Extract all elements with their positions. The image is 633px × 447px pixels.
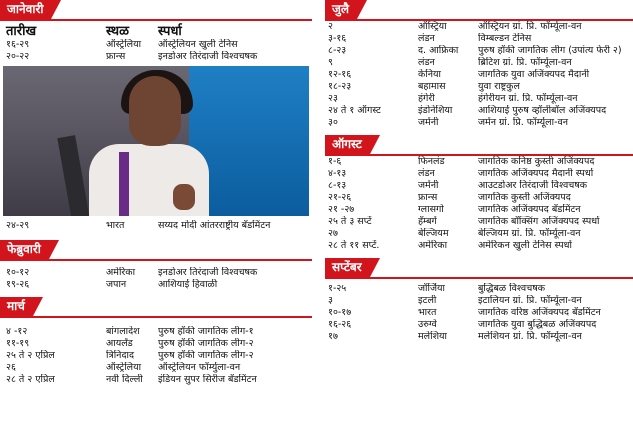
schedule-row <box>325 204 633 216</box>
month-title: सप्टेंबर <box>325 258 370 277</box>
schedule-row <box>325 69 633 81</box>
month-title: फेब्रुवारी <box>0 240 49 259</box>
row-event: बेल्जियम ग्रां. प्रि. फॉर्म्यूला-वन <box>478 228 581 239</box>
row-venue: लंडन <box>418 168 435 179</box>
right-column <box>325 0 633 343</box>
row-date: २१ -२७ <box>328 204 355 215</box>
athlete-photo <box>3 66 309 216</box>
row-venue: लंडन <box>418 33 435 44</box>
row-date: ११-१९ <box>6 338 30 349</box>
row-event: ब्रिटिश ग्रां. प्रि. फॉर्म्यूला-वन <box>478 57 572 68</box>
schedule-row <box>325 331 633 343</box>
row-date: २७ <box>328 228 338 239</box>
thumbs-up-hand <box>173 184 195 210</box>
row-event: बुद्धिबळ विश्वचषक <box>478 283 546 294</box>
row-event: पुरुष हॉकी जागतिक लीग (उपांत्य फेरी २) <box>478 45 622 56</box>
row-venue: ग्लासगो <box>418 204 444 215</box>
month-title: मार्च <box>0 297 33 316</box>
row-venue: जपान <box>106 279 127 290</box>
row-date: २४ ते १ ऑगस्ट <box>328 105 381 116</box>
row-event: पुरुष हॉकी जागतिक लीग-१ <box>158 326 254 337</box>
row-date: ३ <box>328 295 333 306</box>
row-venue: हॅम्बर्ग <box>418 216 437 227</box>
row-venue: ऑस्ट्रिया <box>418 21 447 32</box>
row-event: जागतिक युवा बुद्धिबळ अजिंक्यपद <box>478 319 597 330</box>
schedule-row <box>325 295 633 307</box>
row-event: मलेशियन ग्रां. प्रि. फॉर्म्यूला-वन <box>478 331 582 342</box>
row-date: १-६ <box>328 156 342 167</box>
row-event: युवा राष्ट्रकुल <box>478 81 520 92</box>
column-headers <box>0 21 312 39</box>
schedule-row <box>325 21 633 33</box>
row-venue: इंडोनेशिया <box>418 105 453 116</box>
schedule-row <box>325 180 633 192</box>
row-venue: मलेशिया <box>418 331 448 342</box>
row-event: जागतिक अजिंक्यपद मैदानी स्पर्धा <box>478 168 594 179</box>
column-header-event: स्पर्धा <box>158 24 182 39</box>
row-event: जागतिक अजिंक्यपद बॅडमिंटन <box>478 204 581 215</box>
row-date: १०-१७ <box>328 307 352 318</box>
row-event: विम्बल्डन टेनिस <box>478 33 532 44</box>
row-venue: बेल्जियम <box>418 228 449 239</box>
row-event: आशियाई हिवाळी <box>158 279 218 290</box>
row-date: २५ ते ३ सप्टें <box>328 216 372 227</box>
schedule-row <box>325 240 633 252</box>
row-date: ९ <box>328 57 333 68</box>
month-header-august <box>325 135 633 154</box>
row-venue: आयर्लंड <box>106 338 133 349</box>
row-date: २८ ते ११ सप्टें. <box>328 240 380 251</box>
row-venue: त्रिनिदाद <box>106 350 134 361</box>
month-header-july <box>325 0 633 19</box>
row-date: २८ ते २ एप्रिल <box>6 374 55 385</box>
month-title: ऑगस्ट <box>325 135 370 154</box>
row-venue: फ्रान्स <box>106 51 126 62</box>
schedule-row <box>0 279 312 291</box>
schedule-row <box>325 216 633 228</box>
schedule-row <box>0 338 312 350</box>
row-event: ऑस्ट्रेलियन फॉर्म्युला-वन <box>158 362 241 373</box>
schedule-row <box>0 362 312 374</box>
row-event: इंडियन सुपर सिरीज बॅडमिंटन <box>158 374 257 385</box>
row-venue: अमेरिका <box>418 240 448 251</box>
row-venue: लंडन <box>418 57 435 68</box>
row-venue: इटली <box>418 295 437 306</box>
row-event: पुरुष हॉकी जागतिक लीग-२ <box>158 350 254 361</box>
row-event: जागतिक बॉक्सिंग अजिंक्यपद स्पर्धा <box>478 216 600 227</box>
column-header-date: तारीख <box>6 24 37 39</box>
row-date: १-२५ <box>328 283 347 294</box>
row-venue: जॉर्जिया <box>418 283 445 294</box>
row-event: आउटडोअर तिरंदाजी विश्वचषक <box>478 180 588 191</box>
row-event: आशियाई पुरुष व्हॉलीबॉल अजिंक्यपद <box>478 105 607 116</box>
row-date: २३ <box>328 93 338 104</box>
row-venue: केनिया <box>418 69 441 80</box>
month-title: जानेवारी <box>0 0 51 19</box>
schedule-row <box>325 307 633 319</box>
row-date: २ <box>328 21 333 32</box>
row-venue: बहामास <box>418 81 446 92</box>
schedule-row <box>0 51 312 63</box>
row-venue: जर्मनी <box>418 117 439 128</box>
row-event: इनडोअर तिरंदाजी विश्वचषक <box>158 51 258 62</box>
row-date: २५ ते २ एप्रिल <box>6 350 55 361</box>
row-venue: भारत <box>106 220 125 231</box>
row-venue: ऑस्ट्रेलिया <box>106 39 142 50</box>
schedule-row <box>325 192 633 204</box>
row-date: १८-२३ <box>328 81 352 92</box>
row-event: ऑस्ट्रेलियन खुली टेनिस <box>158 39 238 50</box>
row-date: ३० <box>328 117 338 128</box>
schedule-row <box>325 228 633 240</box>
row-event: जागतिक वरिष्ठ अजिंक्यपद बॅडमिंटन <box>478 307 601 318</box>
schedule-row <box>325 93 633 105</box>
schedule-row <box>325 57 633 69</box>
schedule-row <box>325 117 633 129</box>
row-date: ४ -१२ <box>6 326 28 337</box>
month-header-september <box>325 258 633 277</box>
row-event: अमेरिकन खुली टेनिस स्पर्धा <box>478 240 572 251</box>
schedule-row <box>0 39 312 51</box>
row-venue: ऑस्ट्रेलिया <box>106 362 142 373</box>
athlete-face <box>129 76 181 146</box>
row-event: हंगेरीयन ग्रां. प्रि. फॉर्म्यूला-वन <box>478 93 578 104</box>
schedule-row <box>0 267 312 279</box>
schedule-row <box>0 326 312 338</box>
row-date: ८-२३ <box>328 45 347 56</box>
row-date: २६ <box>6 362 16 373</box>
row-event: जागतिक कुस्ती अजिंक्यपद <box>478 192 571 203</box>
row-venue: अमेरिका <box>106 267 136 278</box>
row-venue: हंगेरी <box>418 93 435 104</box>
row-venue: बांगलादेश <box>106 326 140 337</box>
racket-bag <box>57 135 90 216</box>
schedule-row <box>325 81 633 93</box>
row-event: इनडोअर तिरंदाजी विश्वचषक <box>158 267 258 278</box>
row-event: जागतिक कनिष्ठ कुस्ती अजिंक्यपद <box>478 156 595 167</box>
row-date: २१-२६ <box>328 192 352 203</box>
schedule-row <box>325 283 633 295</box>
row-venue: जर्मनी <box>418 180 439 191</box>
schedule-row <box>325 105 633 117</box>
schedule-row <box>325 45 633 57</box>
row-date: १६-२९ <box>6 39 30 50</box>
row-venue: नवी दिल्ली <box>106 374 143 385</box>
schedule-row <box>325 319 633 331</box>
row-event: सय्यद मोदी आंतरराष्ट्रीय बॅडमिंटन <box>158 220 271 231</box>
row-venue: द. आफ्रिका <box>418 45 459 56</box>
schedule-row <box>325 168 633 180</box>
row-event: जर्मन ग्रां. प्रि. फॉर्म्यूला-वन <box>478 117 569 128</box>
column-header-venue: स्थळ <box>106 24 129 39</box>
row-date: १२-१६ <box>328 69 352 80</box>
schedule-row <box>0 220 312 232</box>
row-date: १०-१२ <box>6 267 30 278</box>
row-date: २०-२२ <box>6 51 30 62</box>
row-venue: फ्रान्स <box>418 192 438 203</box>
row-date: १६-२६ <box>328 319 352 330</box>
schedule-row <box>325 33 633 45</box>
row-venue: उरुग्वे <box>418 319 437 330</box>
row-venue: भारत <box>418 307 437 318</box>
row-date: १९-२६ <box>6 279 30 290</box>
row-event: ऑस्ट्रियन ग्रां. प्रि. फॉर्म्यूला-वन <box>478 21 582 32</box>
row-event: इटालियन ग्रां. प्रि. फॉर्म्यूला-वन <box>478 295 582 306</box>
left-column <box>0 0 312 386</box>
row-date: ८-१३ <box>328 180 347 191</box>
month-header-march <box>0 297 312 316</box>
row-date: ३-१६ <box>328 33 347 44</box>
row-date: ४-१३ <box>328 168 347 179</box>
month-header-february <box>0 240 312 259</box>
row-venue: फिनलंड <box>418 156 445 167</box>
row-event: जागतिक युवा अजिंक्यपद मैदानी <box>478 69 590 80</box>
schedule-row <box>0 350 312 362</box>
row-date: १७ <box>328 331 338 342</box>
shirt-stripe <box>119 152 129 216</box>
month-title: जुलै <box>325 0 357 19</box>
row-date: २४-२९ <box>6 220 30 231</box>
schedule-row <box>0 374 312 386</box>
month-header-january <box>0 0 312 19</box>
row-event: पुरुष हॉकी जागतिक लीग-२ <box>158 338 254 349</box>
schedule-row <box>325 156 633 168</box>
